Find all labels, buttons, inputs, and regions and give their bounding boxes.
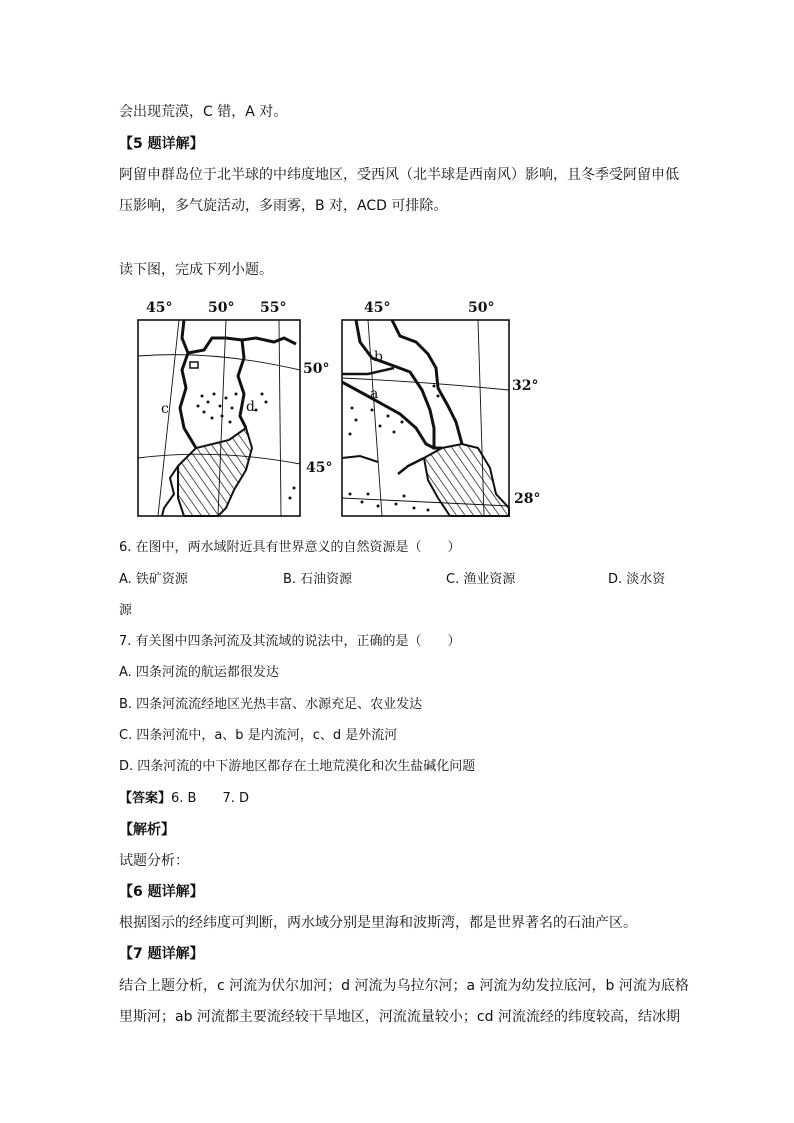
q7-stem: 7. 有关图中四条河流及其流域的说法中，正确的是（ ）: [119, 634, 461, 649]
q6-option-c: C. 渔业资源: [446, 572, 516, 587]
lat-label-45: 45°: [306, 460, 333, 476]
q6-detail-text: 根据图示的经纬度可判断，两水域分别是里海和波斯湾，都是世界著名的石油产区。: [119, 915, 637, 931]
river-label-a: a: [370, 386, 379, 402]
lat-label-50: 50°: [303, 361, 330, 377]
q6-option-d: D. 淡水资: [608, 572, 666, 587]
map-caspian: [134, 298, 334, 520]
q6-option-a: A. 铁矿资源: [119, 572, 188, 587]
lon-label-45: 45°: [364, 300, 391, 316]
answer-text: 6. B 7. D: [171, 791, 250, 806]
river-label-c: c: [161, 401, 169, 417]
persian-gulf-map-frame: [338, 298, 548, 520]
intro-tail: 会出现荒漠，C 错，A 对。: [119, 104, 288, 120]
q7-detail-line1: 结合上题分析，c 河流为伏尔加河；d 河流为乌拉尔河；a 河流为幼发拉底河，b 河流为底格: [119, 978, 689, 994]
q7-detail-heading: 【7 题详解】: [119, 946, 204, 962]
lat-label-28: 28°: [514, 491, 541, 507]
q5-heading: 【5 题详解】: [119, 136, 204, 152]
q7-option-c: C. 四条河流中，a、b 是内流河，c、d 是外流河: [119, 728, 398, 743]
lon-label-50: 50°: [208, 300, 235, 316]
figure-prompt: 读下图，完成下列小题。: [119, 262, 273, 278]
river-label-d: d: [246, 399, 255, 415]
analysis-intro: 试题分析：: [119, 853, 189, 869]
lat-label-32: 32°: [512, 378, 539, 394]
q6-option-d-wrap: 源: [119, 603, 133, 618]
lon-label-50: 50°: [468, 300, 495, 316]
lon-label-55: 55°: [260, 300, 287, 316]
lon-label-45: 45°: [146, 300, 173, 316]
q5-line2: 压影响，多气旋活动，多雨雾，B 对，ACD 可排除。: [119, 198, 448, 214]
q7-detail-line2: 里斯河；ab 河流都主要流经较干旱地区，河流流量较小；cd 河流流经的纬度较高，结冰期: [119, 1009, 680, 1025]
river-label-b: b: [374, 349, 383, 365]
answer-row: [119, 789, 249, 809]
q7-option-a: A. 四条河流的航运都很发达: [119, 665, 279, 680]
q7-option-b: B. 四条河流流经地区光热丰富、水源充足、农业发达: [119, 697, 423, 712]
q6-detail-heading: 【6 题详解】: [119, 884, 204, 900]
q6-stem: 6. 在图中，两水域附近具有世界意义的自然资源是（ ）: [119, 540, 461, 555]
q7-option-d: D. 四条河流的中下游地区都存在土地荒漠化和次生盐碱化问题: [119, 759, 476, 774]
analysis-label: 【解析】: [119, 822, 175, 838]
map-persian-gulf: [338, 298, 548, 520]
q5-line1: 阿留申群岛位于北半球的中纬度地区，受西风（北半球是西南风）影响，且冬季受阿留申低: [119, 167, 679, 183]
q6-option-b: B. 石油资源: [283, 572, 353, 587]
answer-label: 【答案】: [119, 791, 172, 806]
